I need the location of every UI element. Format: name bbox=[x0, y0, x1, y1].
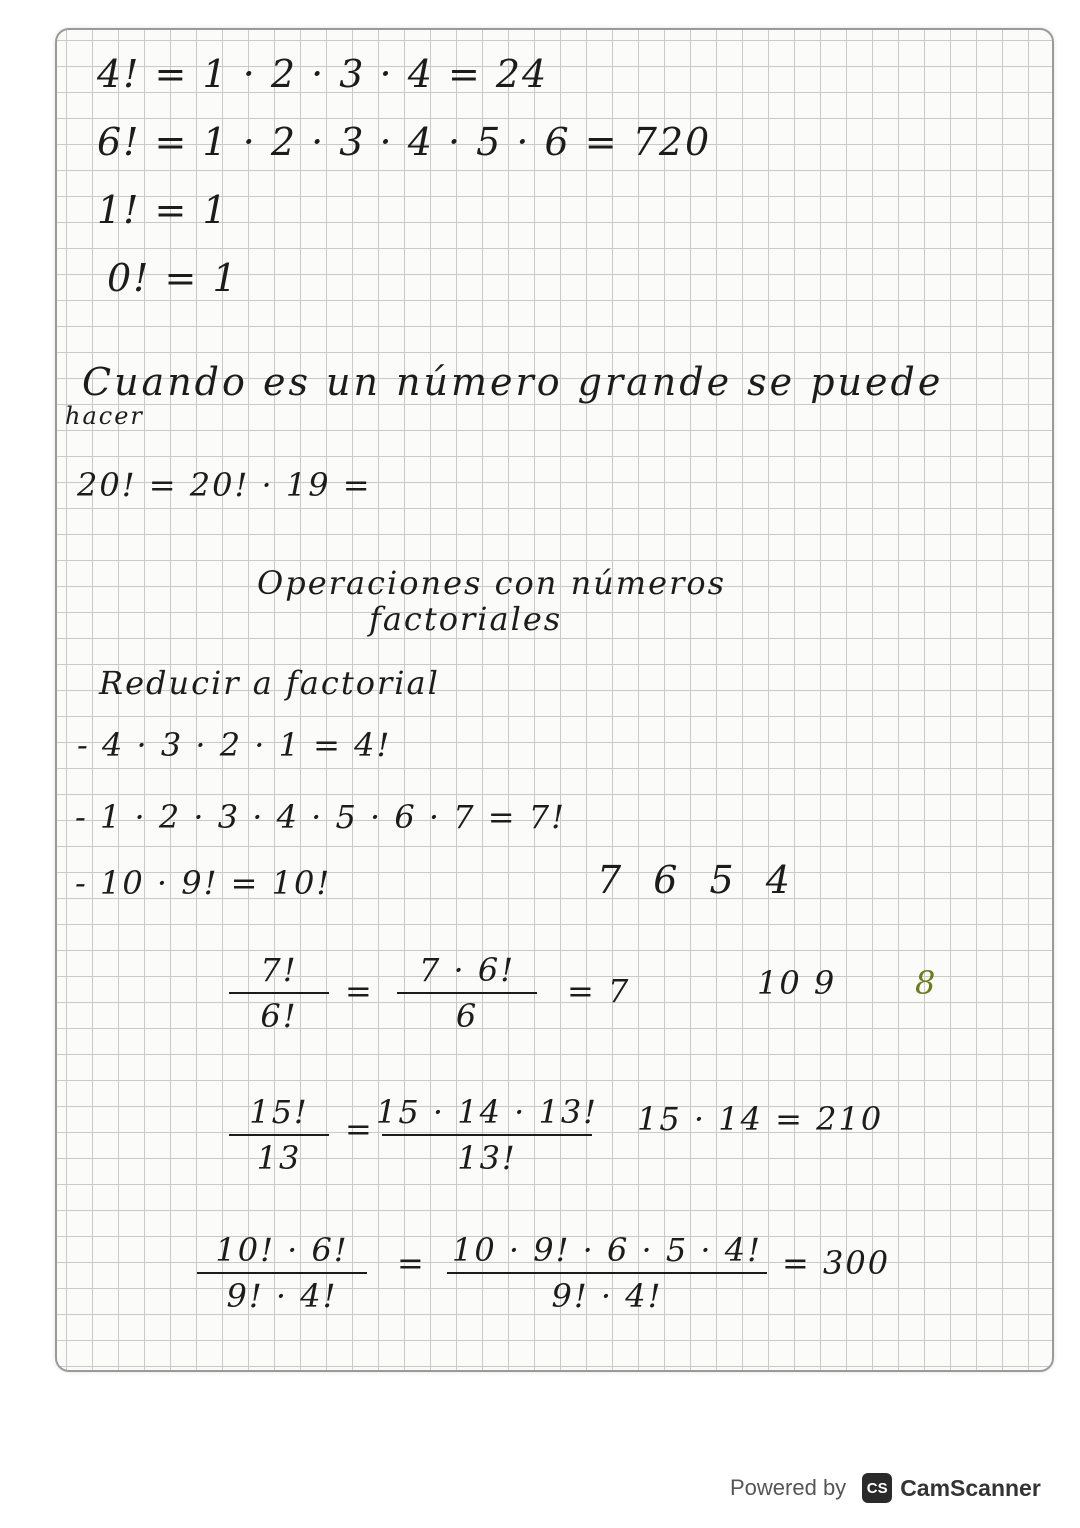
fraction-2-right bbox=[375, 1092, 599, 1178]
camscanner-logo-icon: CS bbox=[862, 1473, 892, 1503]
fraction-bar bbox=[229, 992, 329, 994]
example-4-factorial: - 4 · 3 · 2 · 1 = 4! bbox=[77, 726, 392, 764]
fraction-3-right bbox=[447, 1230, 767, 1316]
fraction-2-left bbox=[229, 1092, 329, 1178]
camscanner-footer bbox=[730, 1466, 1060, 1510]
fraction-bar bbox=[447, 1272, 767, 1274]
side-digits: 7 6 5 4 bbox=[597, 858, 800, 902]
fraction-denominator: 9! · 4! bbox=[551, 1277, 663, 1315]
fraction-numerator: 10! · 6! bbox=[215, 1231, 349, 1269]
equals-sign: = bbox=[345, 972, 374, 1010]
fraction-numerator: 15! bbox=[249, 1093, 309, 1131]
line-20-factorial: 20! = 20! · 19 = bbox=[77, 466, 372, 504]
equals-sign: = bbox=[345, 1110, 374, 1148]
fraction-numerator: 7 · 6! bbox=[418, 951, 516, 989]
fraction-bar bbox=[397, 992, 537, 994]
fraction-1-result: = 7 bbox=[567, 972, 631, 1010]
fraction-3-result: = 300 bbox=[782, 1244, 891, 1282]
fraction-denominator: 6! bbox=[260, 997, 298, 1035]
fraction-denominator: 13! bbox=[457, 1139, 517, 1177]
line-1-factorial: 1! = 1 bbox=[97, 188, 229, 232]
fraction-1-left bbox=[229, 950, 329, 1036]
fraction-denominator: 13 bbox=[256, 1139, 302, 1177]
fraction-numerator: 15 · 14 · 13! bbox=[375, 1093, 599, 1131]
line-0-factorial: 0! = 1 bbox=[107, 256, 239, 300]
fraction-1-right bbox=[397, 950, 537, 1036]
side-digits-2: 10 9 bbox=[757, 964, 837, 1002]
camscanner-brand: CamScanner bbox=[900, 1474, 1041, 1501]
fraction-3-left bbox=[197, 1230, 367, 1316]
section-heading-line2: factoriales bbox=[369, 600, 563, 638]
sentence-continuation: hacer bbox=[65, 402, 144, 430]
subheading-reduce-factorial: Reducir a factorial bbox=[99, 664, 440, 702]
fraction-denominator: 9! · 4! bbox=[226, 1277, 338, 1315]
equals-sign: = bbox=[397, 1244, 426, 1282]
line-4-factorial: 4! = 1 · 2 · 3 · 4 = 24 bbox=[97, 52, 549, 96]
line-6-factorial: 6! = 1 · 2 · 3 · 4 · 5 · 6 = 720 bbox=[97, 120, 712, 164]
fraction-numerator: 10 · 9! · 6 · 5 · 4! bbox=[452, 1231, 762, 1269]
fraction-bar bbox=[197, 1272, 367, 1274]
powered-by-text: Powered by bbox=[730, 1475, 847, 1500]
fraction-numerator: 7! bbox=[260, 951, 298, 989]
sentence-large-number: Cuando es un número grande se puede bbox=[82, 360, 944, 404]
fraction-bar bbox=[382, 1134, 592, 1136]
side-digit-green: 8 bbox=[915, 964, 938, 1002]
example-10-factorial: - 10 · 9! = 10! bbox=[75, 864, 332, 902]
example-7-factorial: - 1 · 2 · 3 · 4 · 5 · 6 · 7 = 7! bbox=[75, 798, 566, 836]
notebook-page bbox=[55, 28, 1054, 1372]
fraction-denominator: 6 bbox=[455, 997, 479, 1035]
section-heading-line1: Operaciones con números bbox=[257, 564, 727, 602]
fraction-bar bbox=[229, 1134, 329, 1136]
fraction-2-result: 15 · 14 = 210 bbox=[637, 1100, 884, 1138]
